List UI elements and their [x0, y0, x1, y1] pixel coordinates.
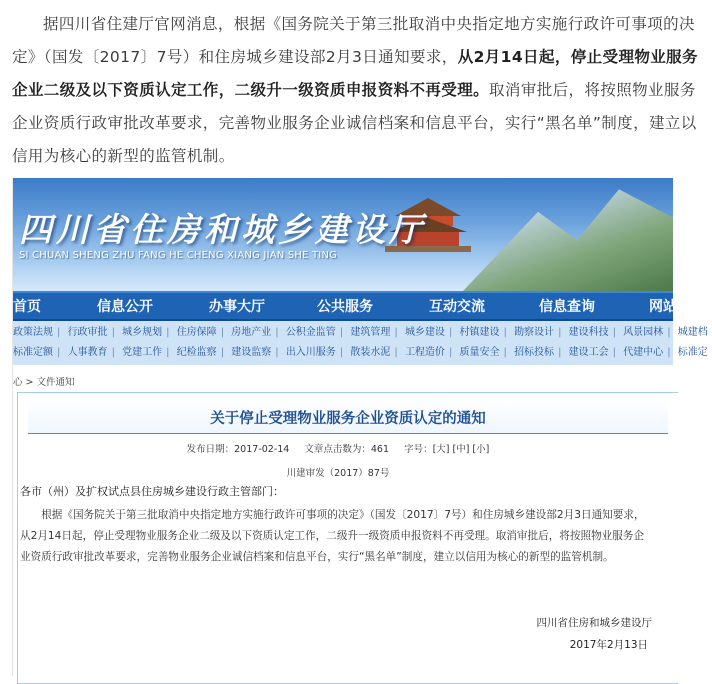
- sign-date: 2017年2月13日: [569, 639, 648, 651]
- subnav-link[interactable]: 质量安全: [459, 347, 500, 358]
- nav-item-public-service[interactable]: 公共服务: [317, 299, 373, 315]
- notice-header: [28, 399, 668, 434]
- subnav-link[interactable]: 招标投标: [514, 347, 555, 358]
- main-nav: [13, 291, 677, 321]
- article-intro: 据四川省住建厅官网消息，根据《国务院关于第三批取消中央指定地方实施行政许可事项的决定》（国发〔2017〕7号）和住房城乡建设部2月3日通知要求，: [12, 15, 695, 66]
- article-highlight: 从2月14日起，停止受理物业服务企业二级及以下资质认定工作，二级升一级资质申报资料不再受理。: [12, 48, 698, 99]
- subnav-link[interactable]: 出入川服务: [285, 347, 336, 358]
- breadcrumb: 心 > 文件通知: [13, 377, 75, 388]
- nav-item-interaction[interactable]: 互动交流: [429, 299, 485, 315]
- subnav-link[interactable]: 城乡建设: [404, 327, 445, 338]
- subnav-link[interactable]: 政策法规: [13, 327, 53, 338]
- document-number: 川建审发（2017）87号: [286, 468, 390, 479]
- view-count: 文章点击数为：461: [304, 444, 390, 455]
- article-paragraph: [12, 8, 702, 173]
- subnav-link[interactable]: 人事教育: [67, 347, 108, 358]
- nav-item-info-query[interactable]: 信息查询: [539, 299, 595, 315]
- subnav-link[interactable]: 纪检监察: [176, 347, 217, 358]
- nav-item-home[interactable]: 首页: [13, 299, 41, 315]
- nav-item-website[interactable]: 网站: [649, 299, 677, 315]
- article-conclusion: 取消审批后，将按照物业服务企业资质行政审批改革要求，完善物业服务企业诚信档案和信息平台，实行“黑名单”制度，建立以信用为核心的新型的监管机制。: [12, 81, 697, 165]
- subnav-link[interactable]: 风景园林: [623, 327, 664, 338]
- subnav-link[interactable]: 党建工作: [122, 347, 163, 358]
- site-logo-calligraphy: 四川省住房和城乡建设厅: [19, 210, 426, 249]
- sub-nav: [13, 321, 708, 365]
- font-size-switch[interactable]: 字号：[大] [中] [小]: [404, 444, 490, 455]
- subnav-link[interactable]: 行政审批: [67, 327, 108, 338]
- subnav-link[interactable]: 城建档: [677, 327, 708, 338]
- nav-item-service-hall[interactable]: 办事大厅: [209, 299, 265, 315]
- subnav-link[interactable]: 住房保障: [176, 327, 217, 338]
- subnav-link[interactable]: 建设科技: [568, 327, 609, 338]
- subnav-link[interactable]: 建设工会: [568, 347, 609, 358]
- notice-panel: [17, 392, 678, 684]
- subnav-link[interactable]: 标准定: [677, 347, 708, 358]
- website-screenshot: [12, 178, 708, 676]
- subnav-link[interactable]: 散装水泥: [350, 347, 391, 358]
- signature: 四川省住房和城乡建设厅: [536, 617, 652, 629]
- subnav-link[interactable]: 标准定额: [13, 347, 53, 358]
- subnav-link[interactable]: 村镇建设: [459, 327, 500, 338]
- site-logo-pinyin: SI CHUAN SHENG ZHU FANG HE CHENG XIANG JIAN SHE TING: [19, 250, 338, 261]
- subnav-row-2: 标准定额 | 人事教育 | 党建工作 | 纪检监察 | 建设监察 | 出入川服务 | 散装水泥 | 工程造价 | 质量安全 | 招标投标 | 建设工会 | 代建中心 | 标准定: [13, 347, 708, 358]
- notice-meta: [18, 441, 658, 455]
- subnav-link[interactable]: 代建中心: [623, 347, 664, 358]
- article-text: [12, 8, 702, 173]
- subnav-link[interactable]: 房地产业: [231, 327, 272, 338]
- subnav-row-1: 政策法规 | 行政审批 | 城乡规划 | 住房保障 | 房地产业 | 公积金监管 | 建筑管理 | 城乡建设 | 村镇建设 | 勘察设计 | 建设科技 | 风景园林 | 城建档: [13, 327, 708, 338]
- notice-title: 关于停止受理物业服务企业资质认定的通知: [210, 411, 486, 427]
- nav-item-info-public[interactable]: 信息公开: [97, 299, 153, 315]
- publish-date: 发布日期：2017-02-14: [186, 444, 290, 455]
- subnav-link[interactable]: 勘察设计: [514, 327, 555, 338]
- notice-body: [20, 505, 650, 568]
- site-banner: [13, 178, 673, 291]
- subnav-link[interactable]: 城乡规划: [122, 327, 163, 338]
- notice-body-text: 根据《国务院关于第三批取消中央指定地方实施行政许可事项的决定》（国发〔2017〕7号）和住房城乡建设部2月3日通知要求，从2月14日起，停止受理物业服务企业二级及以下资质认定工作，二级升一级资质申报资料不再受理。取消审批后，将按照物业服务企业资质行政审批改革要求，完善物业服务企业诚信档案和信息平台，实行“黑名单”制度，建立以信用为核心的新型的监管机制。: [20, 509, 645, 563]
- addressee: 各市（州）及扩权试点县住房城乡建设行政主管部门：: [20, 485, 284, 498]
- subnav-link[interactable]: 建设监察: [231, 347, 272, 358]
- subnav-link[interactable]: 公积金监管: [285, 327, 336, 338]
- subnav-link[interactable]: 建筑管理: [350, 327, 391, 338]
- subnav-link[interactable]: 工程造价: [404, 347, 445, 358]
